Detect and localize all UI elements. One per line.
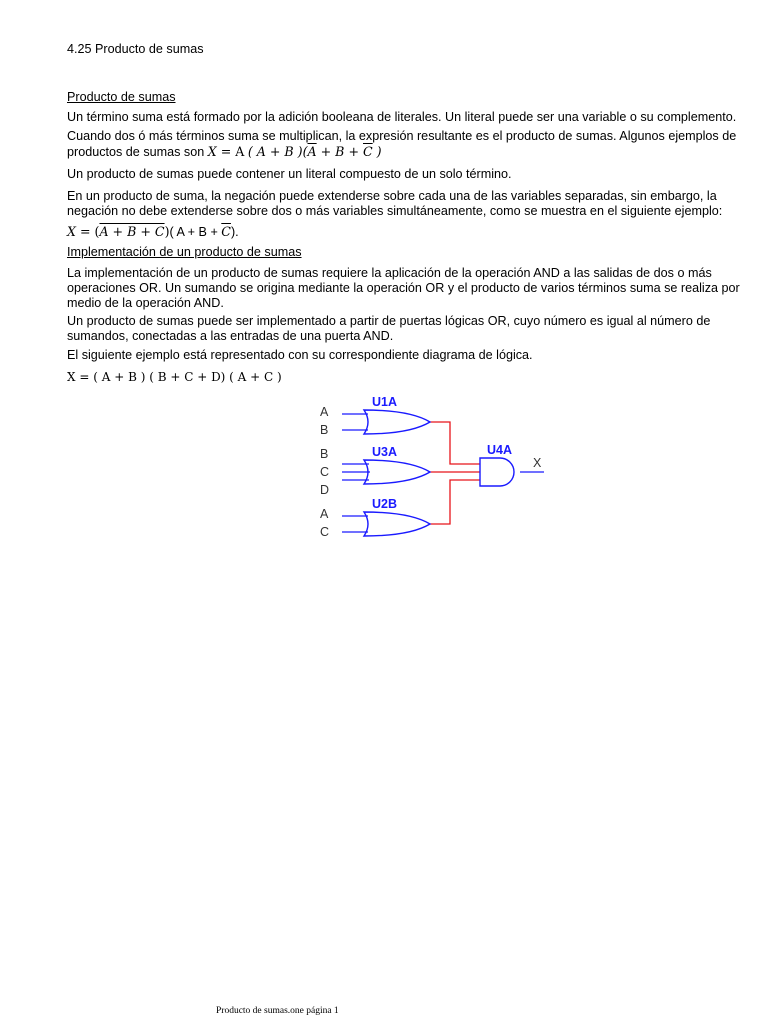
or-gate-u2: [364, 512, 430, 536]
logic-diagram: [300, 390, 560, 550]
paragraph-ejemplo: El siguiente ejemplo está representado con su correspondiente diagrama de lógica.: [67, 348, 533, 362]
paragraph-ejemplos: [67, 129, 767, 160]
formula-neg-close: ): [164, 224, 170, 239]
page-footer: Producto de sumas.one página 1: [216, 1006, 339, 1016]
input-label-u2-a: A: [320, 507, 329, 521]
gate-label-u1: U1A: [372, 395, 398, 409]
formula-x: X: [207, 144, 217, 159]
input-label-u3-c: C: [320, 465, 330, 479]
input-label-u3-d: D: [320, 483, 330, 497]
formula-neg-bar: A + B + C: [99, 224, 165, 239]
input-label-u2-c: C: [320, 525, 330, 539]
paragraph-puertas: Un producto de sumas puede ser implementado a partir de puertas lógicas OR, cuyo número es igual al número de sumandos, conectadas a las entradas de una puerta AND.: [67, 314, 711, 343]
formula-term2-close: ): [372, 144, 382, 159]
gate-label-u2: U2B: [372, 497, 398, 511]
paragraph-ejemplos-text: Cuando dos ó más términos suma se multiplican, la expresión resultante es el producto de sumas. Algunos ejemplos de productos de sumas son: [67, 129, 737, 159]
formula-neg-eq: = (: [75, 224, 100, 239]
formula-term1: ( A + B ): [247, 144, 303, 159]
formula-c-bar: $\overline{C}$: [363, 144, 373, 159]
paragraph-implementacion: La implementación de un producto de sumas requiere la aplicación de la operación AND a las salidas de dos o más operaciones OR. Un sumando se origina mediante la operación OR y el producto de varios términos suma se realiza por medio de la operación AND.: [67, 266, 740, 310]
formula-eq: = A: [216, 144, 245, 159]
wire-u1-to-and: [430, 422, 480, 464]
gate-label-u4: U4A: [487, 443, 513, 457]
formula-neg-x: X: [67, 224, 76, 239]
formula-term2-mid: + B +: [316, 144, 363, 159]
input-label-u1-b: B: [320, 423, 329, 437]
input-label-u3-b: B: [320, 447, 329, 461]
formula-neg-rest: ( A + B +: [169, 225, 222, 239]
output-label-x: X: [533, 456, 542, 470]
formula-neg-end: ).: [230, 225, 239, 239]
paragraph-termino-suma: Un término suma está formado por la adición booleana de literales. Un literal puede ser una variable o su complemento.: [67, 110, 737, 124]
or-gate-u3: [364, 460, 430, 484]
input-label-u1-a: A: [320, 405, 329, 419]
wires: [430, 422, 480, 524]
paragraph-literal: Un producto de sumas puede contener un literal compuesto de un solo término.: [67, 167, 512, 181]
formula-a-bar: $\overline{A}$: [307, 144, 317, 159]
page-heading: 4.25 Producto de sumas: [67, 42, 204, 56]
section-title-producto: Producto de sumas: [67, 90, 176, 104]
paragraph-negacion: En un producto de suma, la negación puede extenderse sobre cada una de las variables separadas, sin embargo, la negación no debe extenderse sobre dos o más variables simultáneamente, como se muestra en el siguiente ejemplo:: [67, 189, 723, 218]
wire-u2-to-and: [430, 480, 480, 524]
and-gate-u4: [480, 458, 514, 486]
section-title-implementacion: Implementación de un producto de sumas: [67, 245, 302, 259]
gate-label-u3: U3A: [372, 445, 398, 459]
formula-neg-c-bar: $\overline{C}$: [221, 224, 231, 239]
formula-negacion: [67, 224, 239, 239]
or-gate-u1: [364, 410, 430, 434]
formula-term2-open: (: [302, 144, 308, 159]
formula-example: X = ( A + B ) ( B + C + D) ( A + C ): [67, 370, 282, 384]
